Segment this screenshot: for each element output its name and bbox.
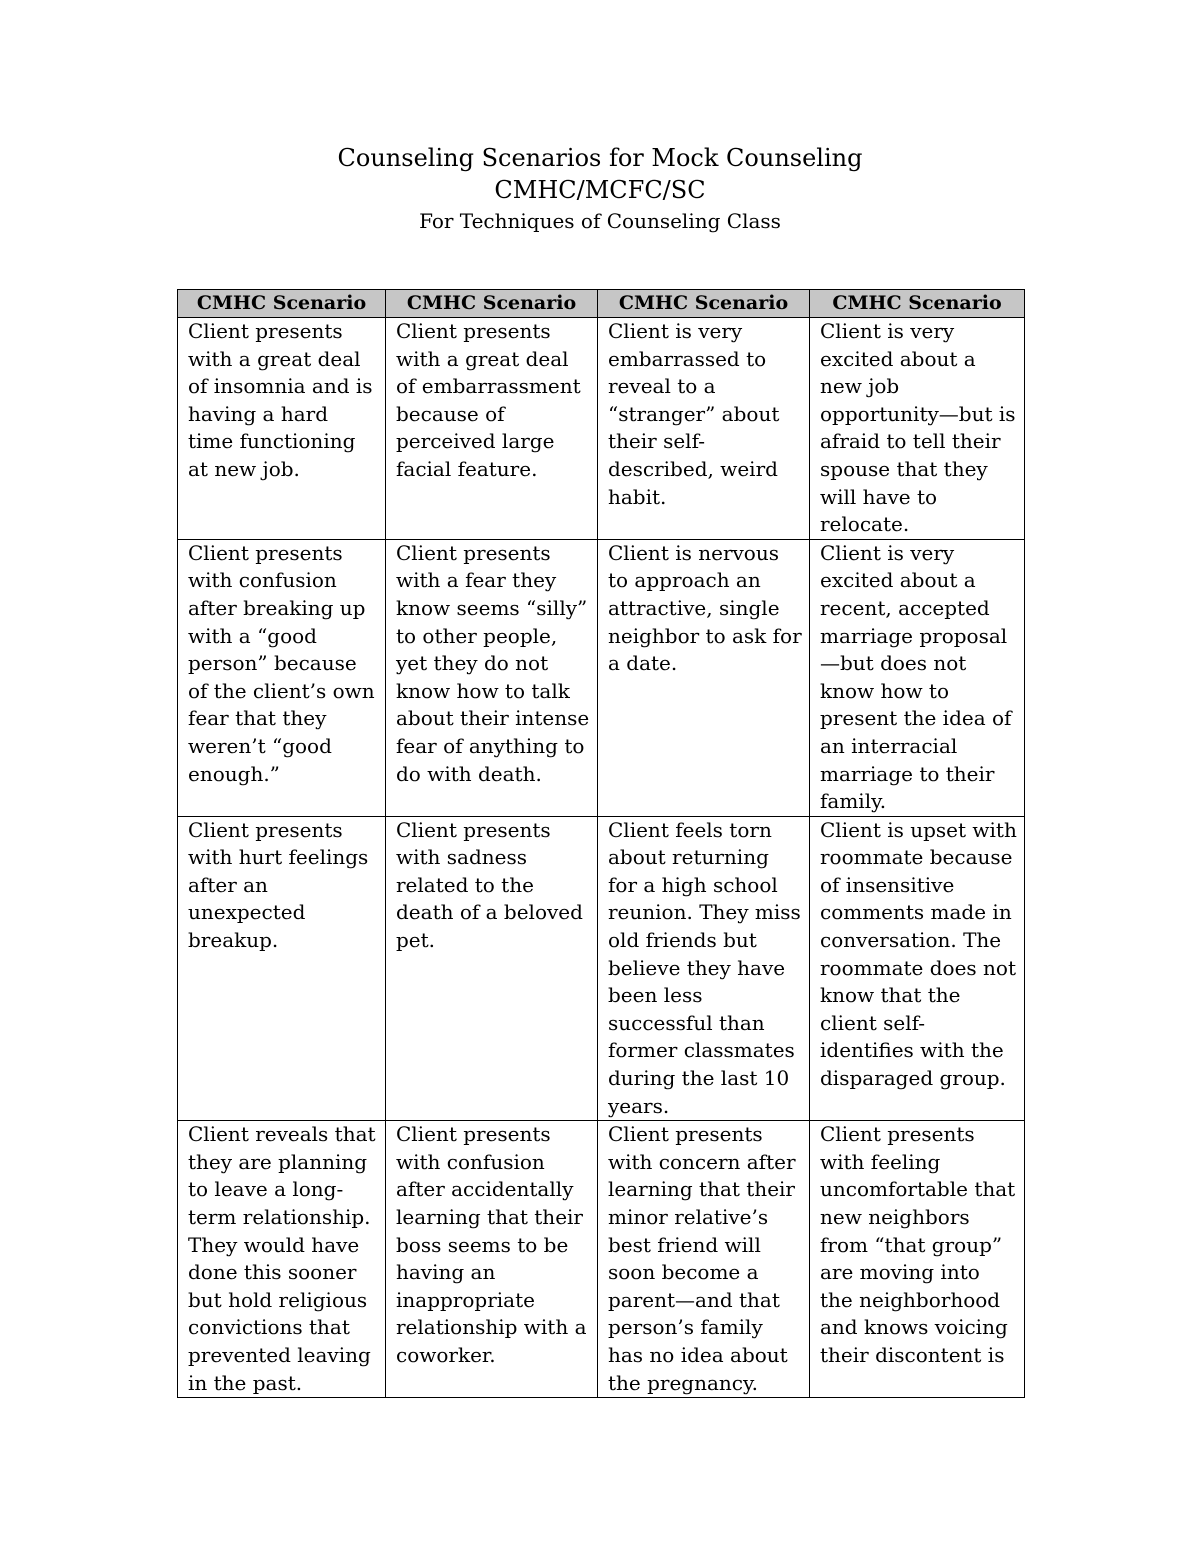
scenario-cell: Client presents with a great deal of insomnia and is having a hard time functioning at new job.	[178, 318, 386, 540]
scenario-cell: Client is very embarrassed to reveal to a “stranger” about their self-described, weird habit.	[598, 318, 810, 540]
scenario-cell: Client is upset with roommate because of insensitive comments made in conversation. The roommate does not know that the client self-identifies with the disparaged group.	[810, 816, 1025, 1121]
document-title-block	[0, 142, 1200, 236]
scenario-cell: Client is very excited about a new job opportunity—but is afraid to tell their spouse that they will have to relocate.	[810, 318, 1025, 540]
table-row	[178, 1121, 1025, 1398]
scenario-cell: Client presents with hurt feelings after an unexpected breakup.	[178, 816, 386, 1121]
scenario-cell: Client is nervous to approach an attractive, single neighbor to ask for a date.	[598, 539, 810, 816]
scenario-cell: Client presents with a great deal of embarrassment because of perceived large facial feature.	[386, 318, 598, 540]
table-row	[178, 318, 1025, 540]
scenario-cell: Client presents with a fear they know seems “silly” to other people, yet they do not know how to talk about their intense fear of anything to do with death.	[386, 539, 598, 816]
column-header: CMHC Scenario	[810, 290, 1025, 318]
scenario-cell: Client presents with feeling uncomfortable that new neighbors from “that group” are moving into the neighborhood and knows voicing their discontent is	[810, 1121, 1025, 1398]
scenario-cell: Client reveals that they are planning to leave a long-term relationship. They would have done this sooner but hold religious convictions that prevented leaving in the past.	[178, 1121, 386, 1398]
column-header: CMHC Scenario	[178, 290, 386, 318]
scenario-cell: Client is very excited about a recent, accepted marriage proposal—but does not know how to present the idea of an interracial marriage to their family.	[810, 539, 1025, 816]
document-subtitle: CMHC/MCFC/SC	[494, 176, 706, 204]
scenario-cell: Client feels torn about returning for a high school reunion. They miss old friends but believe they have been less successful than former classmates during the last 10 years.	[598, 816, 810, 1121]
scenario-cell: Client presents with sadness related to the death of a beloved pet.	[386, 816, 598, 1121]
document-title: Counseling Scenarios for Mock Counseling	[337, 144, 863, 172]
table-header-row	[178, 290, 1025, 318]
scenario-cell: Client presents with concern after learning that their minor relative’s best friend will soon become a parent—and that person’s family has no idea about the pregnancy.	[598, 1121, 810, 1398]
column-header: CMHC Scenario	[386, 290, 598, 318]
table-row	[178, 816, 1025, 1121]
scenario-cell: Client presents with confusion after accidentally learning that their boss seems to be having an inappropriate relationship with a coworker.	[386, 1121, 598, 1398]
scenario-table	[177, 289, 1025, 1398]
column-header: CMHC Scenario	[598, 290, 810, 318]
table-row	[178, 539, 1025, 816]
course-name: For Techniques of Counseling Class	[419, 209, 781, 233]
scenario-cell: Client presents with confusion after breaking up with a “good person” because of the client’s own fear that they weren’t “good enough.”	[178, 539, 386, 816]
